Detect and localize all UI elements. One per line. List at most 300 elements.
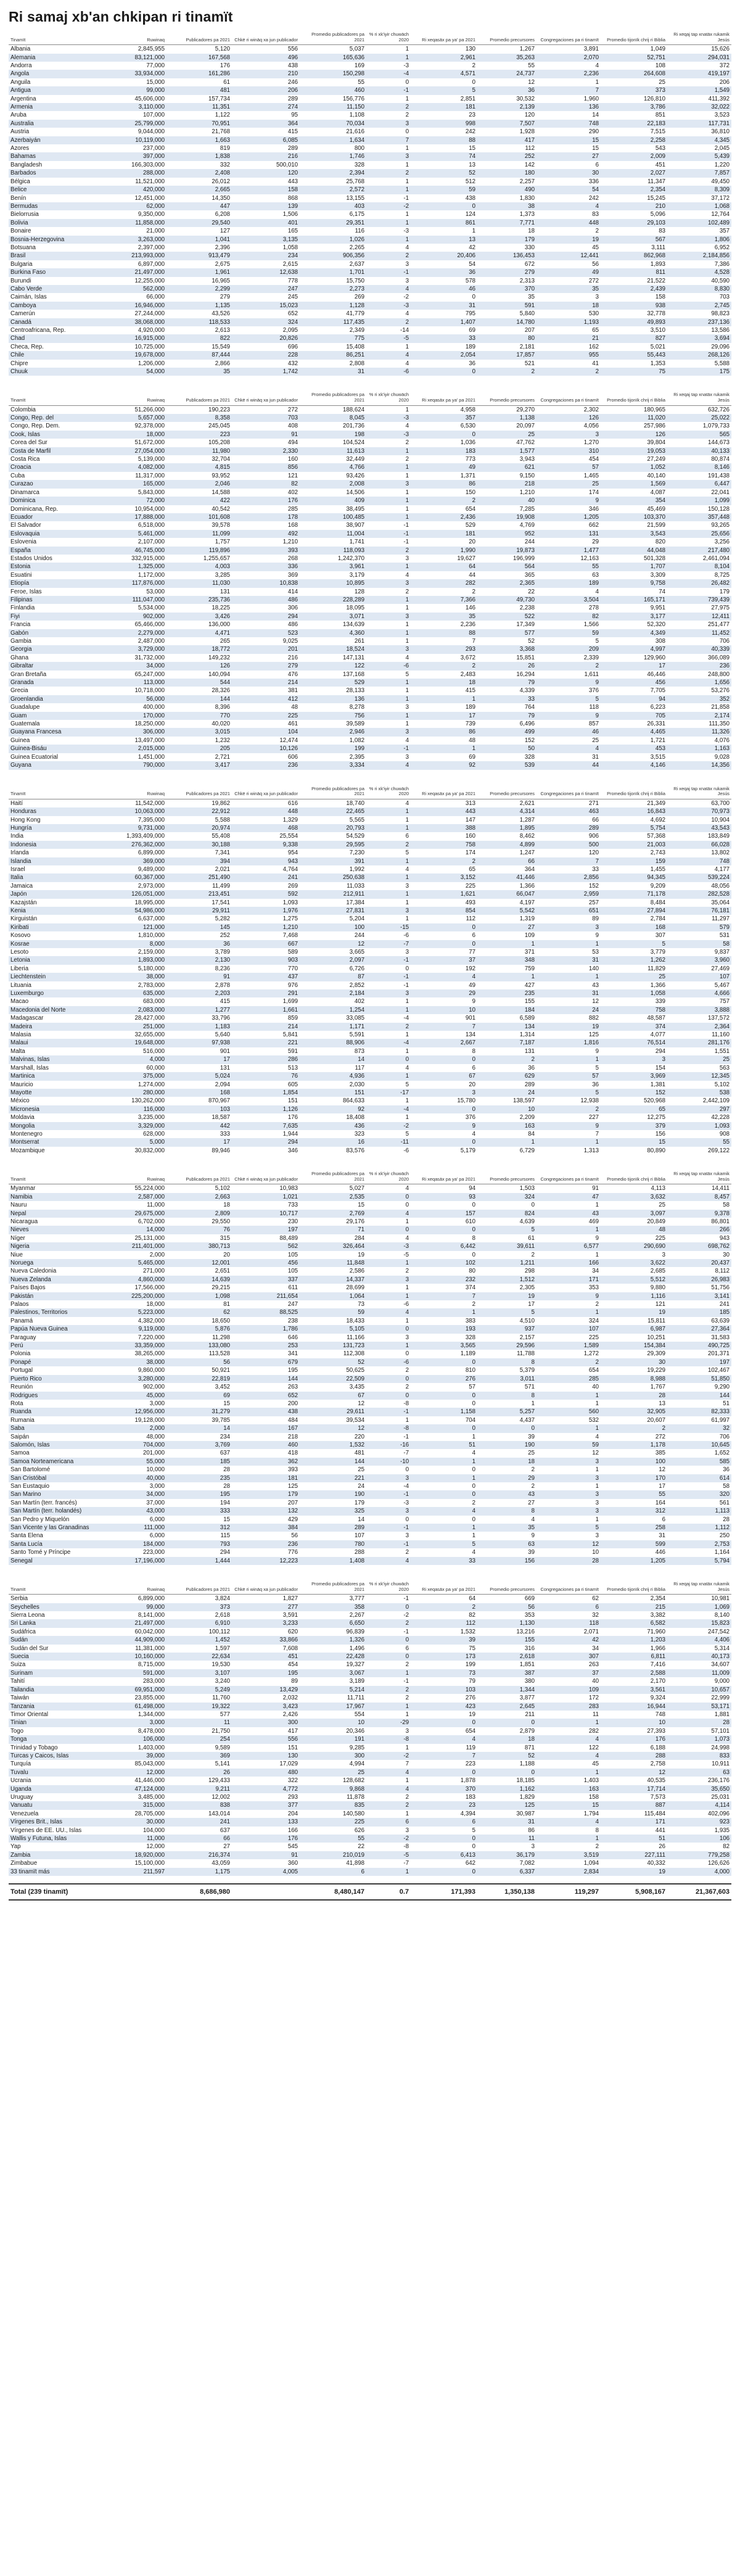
table-cell: 2,258 <box>601 136 667 144</box>
table-cell: 272 <box>601 1433 667 1441</box>
table-cell: 10,160,000 <box>101 1653 166 1661</box>
table-cell: 1 <box>366 472 411 480</box>
column-header: Publicadores pa 2021 <box>166 1581 232 1595</box>
table-cell: 168 <box>166 1089 232 1097</box>
table-cell: 0 <box>366 1193 411 1201</box>
table-cell: 773 <box>411 455 477 463</box>
table-cell: 1 <box>366 1416 411 1424</box>
table-cell: 3 <box>366 728 411 736</box>
column-header: Ruwinaq <box>101 1171 166 1184</box>
table-cell: 244 <box>477 538 536 546</box>
table-cell: 2 <box>366 1267 411 1275</box>
table-row <box>9 1138 731 1146</box>
table-cell: 225,200,000 <box>101 1292 166 1300</box>
table-cell: 1 <box>411 1474 477 1482</box>
table-cell: 29,675,000 <box>101 1210 166 1218</box>
table-row <box>9 1793 731 1801</box>
table-cell: 168 <box>601 923 667 931</box>
table-cell: 2,675 <box>166 260 232 268</box>
table-cell: 136,000 <box>166 621 232 629</box>
table-cell: 2,959 <box>536 890 601 898</box>
table-cell: 9,951 <box>601 604 667 612</box>
table-cell: 312 <box>601 1507 667 1515</box>
table-cell: 280,000 <box>101 1089 166 1097</box>
table-cell: -3 <box>366 227 411 235</box>
table-cell: 1,569 <box>601 480 667 488</box>
country-name: Suiza <box>9 1661 101 1669</box>
table-cell: 268,126 <box>667 351 731 359</box>
table-row <box>9 326 731 334</box>
table-cell: 94 <box>411 1184 477 1193</box>
table-cell: 7,187 <box>477 1039 536 1047</box>
table-cell: 11,326 <box>667 728 731 736</box>
table-cell: 80,890 <box>601 1147 667 1155</box>
table-cell: 6,175 <box>300 210 366 218</box>
table-cell: 22,634 <box>166 1653 232 1661</box>
table-cell: 1,506 <box>232 210 300 218</box>
table-cell: 201,000 <box>101 1449 166 1457</box>
table-cell: 2 <box>366 103 411 111</box>
table-cell: 43,543 <box>667 824 731 832</box>
table-cell: 422 <box>166 497 232 505</box>
table-cell: 0 <box>366 1325 411 1333</box>
table-cell: 15 <box>411 144 477 152</box>
table-cell: 217,480 <box>667 547 731 555</box>
table-cell: 757 <box>667 997 731 1005</box>
table-cell: 29,215 <box>166 1284 232 1292</box>
table-cell: 704 <box>411 1416 477 1424</box>
country-name: Timor Oriental <box>9 1711 101 1719</box>
table-cell: 1,452 <box>166 1636 232 1644</box>
table-cell: 29,309 <box>601 1350 667 1358</box>
table-cell: 2,615 <box>232 260 300 268</box>
table-cell: 2 <box>477 368 536 376</box>
table-cell: 27,393 <box>601 1727 667 1735</box>
table-row <box>9 915 731 923</box>
table-cell: 1,881 <box>667 1711 731 1719</box>
table-cell: 30,832,000 <box>101 1147 166 1155</box>
table-cell: 26,012 <box>166 178 232 186</box>
table-cell: -16 <box>366 1441 411 1449</box>
table-cell: 637 <box>166 1449 232 1457</box>
table-cell: 954 <box>232 849 300 857</box>
table-cell: 383 <box>411 1317 477 1325</box>
table-cell: 3 <box>536 923 601 931</box>
country-name: Uruguay <box>9 1793 101 1801</box>
table-row <box>9 695 731 703</box>
table-cell: 104,524 <box>300 439 366 447</box>
table-row <box>9 210 731 218</box>
table-cell: -1 <box>366 194 411 202</box>
table-cell: 253 <box>232 1342 300 1350</box>
table-cell: 133 <box>232 1818 300 1826</box>
table-cell: 41,898 <box>300 1859 366 1867</box>
table-cell: 1 <box>366 405 411 414</box>
table-cell: 453 <box>601 745 667 753</box>
table-cell: 3 <box>366 948 411 956</box>
table-row <box>9 1226 731 1234</box>
table-row <box>9 1441 731 1449</box>
table-cell: 2,769 <box>300 1210 366 1218</box>
table-row <box>9 956 731 964</box>
table-cell: 2,587,000 <box>101 1193 166 1201</box>
table-cell: 196,999 <box>477 555 536 563</box>
table-cell: 76,514 <box>601 1039 667 1047</box>
table-cell: 10,000 <box>101 1466 166 1474</box>
table-cell: 126,626 <box>667 1859 731 1867</box>
table-cell: 6 <box>601 1516 667 1524</box>
column-header: Promedio precursores <box>477 1171 536 1184</box>
table-cell: 1,503 <box>477 1184 536 1193</box>
country-name: Esuatini <box>9 571 101 579</box>
table-cell: 4,114 <box>667 1801 731 1809</box>
table-cell: 353 <box>477 1611 536 1619</box>
table-cell: 2,273 <box>300 285 366 293</box>
table-cell: 326,464 <box>300 1242 366 1250</box>
table-cell: 47,124,000 <box>101 1785 166 1793</box>
table-cell: 4,936 <box>300 1072 366 1080</box>
table-cell: 1,021 <box>232 1193 300 1201</box>
table-cell: 4 <box>366 1557 411 1565</box>
table-cell: 193 <box>411 1325 477 1333</box>
table-cell: 34 <box>536 1267 601 1275</box>
table-cell: 165 <box>232 227 300 235</box>
table-cell: 360 <box>232 1859 300 1867</box>
table-cell: 1,203 <box>601 1636 667 1644</box>
table-cell: 132 <box>232 1507 300 1515</box>
table-cell: 5,467 <box>667 981 731 989</box>
table-cell: 32,655,000 <box>101 1031 166 1039</box>
country-name: Puerto Rico <box>9 1375 101 1383</box>
table-cell: 211 <box>477 1711 536 1719</box>
table-cell: 236 <box>232 1540 300 1548</box>
table-cell: 278 <box>536 604 601 612</box>
country-name: Sri Lanka <box>9 1619 101 1627</box>
table-cell: 4 <box>366 1184 411 1193</box>
table-cell: 33 <box>536 865 601 873</box>
column-header: Promedio precursores <box>477 1581 536 1595</box>
table-cell: 3 <box>366 1334 411 1342</box>
table-cell: 1 <box>366 873 411 881</box>
table-cell: 324 <box>536 1317 601 1325</box>
table-cell: 59 <box>536 1441 601 1449</box>
table-cell: 14,639 <box>166 1276 232 1284</box>
table-row <box>9 997 731 1005</box>
table-cell: 225 <box>601 1234 667 1242</box>
table-cell: 65,247,000 <box>101 671 166 679</box>
table-row <box>9 588 731 596</box>
table-cell: 2 <box>411 1603 477 1611</box>
table-cell: 285 <box>232 505 300 513</box>
table-row <box>9 1308 731 1316</box>
table-cell: 11,020 <box>601 414 667 422</box>
table-cell: 1 <box>366 1006 411 1014</box>
table-row <box>9 1424 731 1432</box>
table-cell: 0 <box>411 293 477 301</box>
table-cell: 22,465 <box>300 807 366 815</box>
table-cell: 1,314 <box>477 1031 536 1039</box>
table-cell: 369 <box>166 1752 232 1760</box>
table-cell: 279 <box>477 268 536 276</box>
table-cell: 1,275 <box>232 915 300 923</box>
table-cell: 1 <box>366 513 411 521</box>
table-cell: 11,009 <box>667 1669 731 1677</box>
table-cell: 810 <box>411 1366 477 1374</box>
table-row <box>9 1416 731 1424</box>
table-cell: 315,000 <box>101 1801 166 1809</box>
table-row <box>9 816 731 824</box>
table-cell: 23,855,000 <box>101 1694 166 1702</box>
table-cell: 3,417 <box>166 761 232 769</box>
table-row <box>9 169 731 177</box>
table-cell: 9,285 <box>300 1744 366 1752</box>
table-row <box>9 1023 731 1031</box>
table-cell: 271 <box>536 799 601 807</box>
table-cell: 225 <box>411 882 477 890</box>
table-cell: 412 <box>232 695 300 703</box>
table-cell: 544 <box>166 679 232 687</box>
table-cell: 9,025 <box>232 637 300 645</box>
table-cell: 2 <box>366 1801 411 1809</box>
table-cell: 2,070 <box>536 54 601 62</box>
country-name: Caimán, Islas <box>9 293 101 301</box>
table-row <box>9 1193 731 1201</box>
table-cell: 1 <box>411 1433 477 1441</box>
table-cell: 223,000 <box>101 1548 166 1556</box>
column-header: Promedio precursores <box>477 31 536 45</box>
table-cell: 833 <box>667 1752 731 1760</box>
table-cell: 20,607 <box>601 1416 667 1424</box>
table-cell: 6 <box>411 1818 477 1826</box>
table-cell: 31 <box>536 956 601 964</box>
table-cell: 9,209 <box>601 882 667 890</box>
table-cell: 128,682 <box>300 1777 366 1785</box>
country-name: Gabón <box>9 629 101 637</box>
table-cell: 6,726 <box>300 965 366 973</box>
table-cell: 1,451,000 <box>101 753 166 761</box>
table-cell: 41,779 <box>300 310 366 318</box>
table-cell: 2 <box>411 857 477 865</box>
table-cell: 1 <box>536 78 601 86</box>
table-cell: 48 <box>601 1226 667 1234</box>
table-row <box>9 629 731 637</box>
table-cell: 6 <box>366 1645 411 1653</box>
table-cell: 122 <box>536 1744 601 1752</box>
table-cell: 5 <box>366 671 411 679</box>
table-cell: 19,862 <box>166 799 232 807</box>
table-cell: 332 <box>166 161 232 169</box>
table-cell: 46 <box>536 728 601 736</box>
table-cell: -1 <box>366 1677 411 1685</box>
table-cell: 1 <box>366 1047 411 1055</box>
table-cell: 28 <box>166 1466 232 1474</box>
table-row <box>9 1466 731 1474</box>
table-cell: 83 <box>601 227 667 235</box>
table-cell: 2,758 <box>601 1760 667 1768</box>
table-cell: -8 <box>366 1400 411 1408</box>
column-header: Promedio publicadores pa 2021 <box>300 392 366 405</box>
table-cell: 10,911 <box>667 1760 731 1768</box>
table-cell: 10,725,000 <box>101 343 166 351</box>
table-cell: 851 <box>601 111 667 119</box>
table-cell: 1 <box>366 695 411 703</box>
table-cell: 7 <box>366 136 411 144</box>
column-header: Congregaciones pa ri tinamït <box>536 1171 601 1184</box>
table-cell: 3 <box>366 613 411 621</box>
table-cell: 337 <box>232 1276 300 1284</box>
table-cell: 197 <box>232 1226 300 1234</box>
country-name: Botsuana <box>9 244 101 252</box>
table-cell: 0 <box>411 1226 477 1234</box>
table-section <box>9 786 731 1155</box>
table-cell: 166,303,000 <box>101 161 166 169</box>
table-cell: 4,471 <box>166 629 232 637</box>
table-cell: 5,591 <box>300 1031 366 1039</box>
column-header: Ri xeqasäx pa ya' pa 2021 <box>411 786 477 799</box>
country-name: Noruega <box>9 1259 101 1267</box>
table-cell: 5,027 <box>300 1184 366 1193</box>
table-cell: 2,586 <box>300 1267 366 1275</box>
table-cell: 79 <box>477 679 536 687</box>
table-cell: 3,665 <box>300 948 366 956</box>
table-cell: 341 <box>232 1350 300 1358</box>
table-cell: 9 <box>536 1234 601 1242</box>
table-cell: 247 <box>232 285 300 293</box>
table-cell: 160 <box>411 832 477 840</box>
table-cell: 9,000 <box>667 1677 731 1685</box>
table-cell: 35,650 <box>667 1785 731 1793</box>
table-cell: 28 <box>667 1719 731 1727</box>
table-cell: 199 <box>300 745 366 753</box>
table-cell: 4,087 <box>601 489 667 497</box>
country-name: Marshall, Islas <box>9 1064 101 1072</box>
table-row <box>9 1653 731 1661</box>
table-cell: 12 <box>300 1400 366 1408</box>
table-cell: 25 <box>601 973 667 981</box>
table-cell: 40,173 <box>667 1653 731 1661</box>
table-row <box>9 252 731 260</box>
table-cell: 111,000 <box>101 1524 166 1532</box>
table-cell: 417 <box>232 1727 300 1735</box>
table-cell: 1,272 <box>536 1350 601 1358</box>
table-cell: 6,910 <box>166 1619 232 1627</box>
table-cell: 176 <box>166 62 232 70</box>
table-cell: 27,364 <box>667 1325 731 1333</box>
table-cell: 38,495 <box>300 505 366 513</box>
table-cell: 1 <box>366 890 411 898</box>
country-name: Bosnia-Herzegovina <box>9 236 101 244</box>
table-cell: 2,008 <box>300 480 366 488</box>
table-cell: 3,543 <box>601 530 667 538</box>
header-row <box>9 1171 731 1184</box>
table-cell: 1 <box>411 1308 477 1316</box>
table-cell: 1,652 <box>667 1449 731 1457</box>
table-cell: 69 <box>411 753 477 761</box>
table-cell: 529 <box>300 679 366 687</box>
table-row <box>9 1064 731 1072</box>
table-cell: 1 <box>536 1835 601 1843</box>
table-cell: 12 <box>601 1466 667 1474</box>
table-cell: 2 <box>477 1251 536 1259</box>
table-cell: 131 <box>536 530 601 538</box>
table-cell: 516,000 <box>101 1047 166 1055</box>
country-name: Bolivia <box>9 219 101 227</box>
table-cell: 1,210 <box>232 538 300 546</box>
table-cell: 2,743 <box>601 849 667 857</box>
table-cell: 447 <box>166 202 232 210</box>
country-name: Panamá <box>9 1317 101 1325</box>
table-cell: 11,521,000 <box>101 178 166 186</box>
table-row <box>9 1408 731 1416</box>
table-cell: 5,876 <box>166 1325 232 1333</box>
country-name: Perú <box>9 1342 101 1350</box>
table-cell: 18 <box>166 1201 232 1209</box>
column-header: Promedio tijonïk chrij ri Biblia <box>601 31 667 45</box>
table-cell: 247,542 <box>667 1628 731 1636</box>
table-cell: 1,026 <box>300 236 366 244</box>
table-cell: 1,532 <box>300 1441 366 1449</box>
table-cell: -10 <box>366 1458 411 1466</box>
table-row <box>9 1611 731 1619</box>
table-cell: -8 <box>366 1735 411 1743</box>
table-cell: 10 <box>536 1548 601 1556</box>
table-cell: 5,565 <box>300 816 366 824</box>
country-name: Wallis y Futuna, Islas <box>9 1835 101 1843</box>
table-row <box>9 807 731 815</box>
table-cell: 2,139 <box>477 103 536 111</box>
table-cell: 12 <box>536 997 601 1005</box>
table-cell: 51 <box>601 1835 667 1843</box>
table-cell: 393 <box>232 1466 300 1474</box>
table-cell: 19 <box>411 1711 477 1719</box>
table-cell: 17,196,000 <box>101 1557 166 1565</box>
table-cell: 27 <box>536 152 601 160</box>
table-cell: 26 <box>601 1843 667 1851</box>
table-cell: 739,439 <box>667 596 731 604</box>
table-cell: 955 <box>536 351 601 359</box>
table-cell: 2,961 <box>411 54 477 62</box>
table-cell: 7,705 <box>601 687 667 695</box>
table-cell: 579 <box>667 923 731 931</box>
table-cell: 1 <box>536 1138 601 1146</box>
table-cell: 8,112 <box>667 1267 731 1275</box>
table-cell: 27,469 <box>667 965 731 973</box>
table-cell: 330 <box>477 244 536 252</box>
table-cell: 328 <box>477 753 536 761</box>
table-cell: 2 <box>366 1686 411 1694</box>
table-cell: 1,325,000 <box>101 563 166 571</box>
table-cell: 3 <box>536 1532 601 1540</box>
table-cell: 28,326 <box>166 687 232 695</box>
table-cell: 2,856 <box>536 873 601 881</box>
table-cell: 2,721 <box>166 753 232 761</box>
table-cell: 213,451 <box>166 890 232 898</box>
total-cell: 21,367,603 <box>695 1888 730 1896</box>
table-cell: 34,000 <box>101 662 166 670</box>
table-cell: 325 <box>300 1507 366 1515</box>
table-row <box>9 1752 731 1760</box>
table-cell: 3,632 <box>601 1193 667 1201</box>
table-cell: 27,975 <box>667 604 731 612</box>
table-cell: 9,028 <box>667 753 731 761</box>
table-cell: 441 <box>601 1827 667 1835</box>
table-cell: 22,428 <box>300 1653 366 1661</box>
table-cell: 4 <box>366 351 411 359</box>
table-cell: 6,811 <box>601 1653 667 1661</box>
table-cell: 652 <box>232 310 300 318</box>
table-cell: 654 <box>411 505 477 513</box>
table-cell: 7 <box>536 857 601 865</box>
